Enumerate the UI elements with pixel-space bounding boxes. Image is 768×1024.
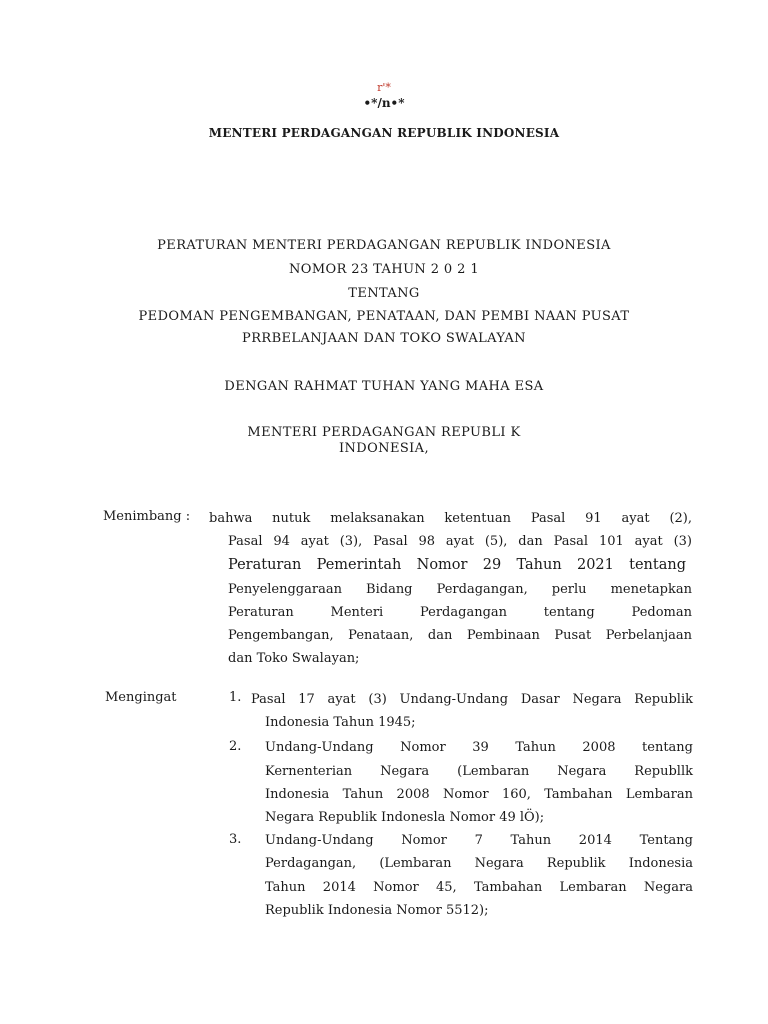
minister-line-2: INDONESIA, <box>338 441 430 456</box>
menimbang-line: Peraturan Menteri Perdagangan tentang Pedoman <box>228 605 692 620</box>
menimbang-line: Pasal 94 ayat (3), Pasal 98 ayat (5), dan Pasal 101 ayat (3) <box>228 534 692 549</box>
list-item-line: Pasal 17 ayat (3) Undang-Undang Dasar Negara Republik <box>251 692 693 707</box>
list-item-number: 3. <box>229 832 242 847</box>
list-item-line: Perdagangan, (Lembaran Negara Republik Indonesia <box>265 856 693 871</box>
regulation-title: PERATURAN MENTERI PERDAGANGAN REPUBLIK INDONESIA <box>157 238 611 253</box>
list-item-line: Negara Republik Indonesla Nomor 49 lÖ); <box>265 810 545 825</box>
menimbang-line: dan Toko Swalayan; <box>228 651 360 666</box>
list-item-line: Tahun 2014 Nomor 45, Tambahan Lembaran Negara <box>265 880 693 895</box>
regulation-about: TENTANG <box>348 286 420 301</box>
minister-line-1: MENTERI PERDAGANGAN REPUBLI K <box>247 425 521 440</box>
regulation-subject-line-2: PRRBELANJAAN DAN TOKO SWALAYAN <box>242 331 526 346</box>
list-item-line: Undang-Undang Nomor 39 Tahun 2008 tentang <box>265 740 693 755</box>
menimbang-line: Pengembangan, Penataan, dan Pembinaan Pusat Perbelanjaan <box>228 628 692 643</box>
regulation-subject-line-1: PEDOMAN PENGEMBANGAN, PENATAAN, DAN PEMBI NAAN PUSAT <box>138 309 630 324</box>
list-item-number: 1. <box>229 690 242 705</box>
list-item-line: Indonesia Tahun 1945; <box>265 715 416 730</box>
mengingat-label: Mengingat <box>105 690 177 705</box>
menimbang-label: Menimbang : <box>103 509 191 524</box>
header-mark-red: r'* <box>377 81 391 94</box>
list-item-line: Republik Indonesia Nomor 5512); <box>265 903 489 918</box>
menimbang-line: Penyelenggaraan Bidang Perdagangan, perlu menetapkan <box>228 582 692 597</box>
menimbang-line: bahwa nutuk melaksanakan ketentuan Pasal 91 ayat (2), <box>209 511 692 526</box>
list-item-line: Kernenterian Negara (Lembaran Negara Republlk <box>265 764 693 779</box>
list-item-number: 2. <box>229 739 242 754</box>
regulation-number: NOMOR 23 TAHUN 2 0 2 1 <box>288 262 480 277</box>
ministry-title: MENTERI PERDAGANGAN REPUBLIK INDONESIA <box>208 126 560 140</box>
menimbang-line: Peraturan Pemerintah Nomor 29 Tahun 2021 tentang <box>228 557 686 573</box>
list-item-line: Indonesia Tahun 2008 Nomor 160, Tambahan Lembaran <box>265 787 693 802</box>
grace-statement: DENGAN RAHMAT TUHAN YANG MAHA ESA <box>224 379 544 394</box>
list-item-line: Undang-Undang Nomor 7 Tahun 2014 Tentang <box>265 833 693 848</box>
header-mark: •*/n•* <box>363 96 405 110</box>
